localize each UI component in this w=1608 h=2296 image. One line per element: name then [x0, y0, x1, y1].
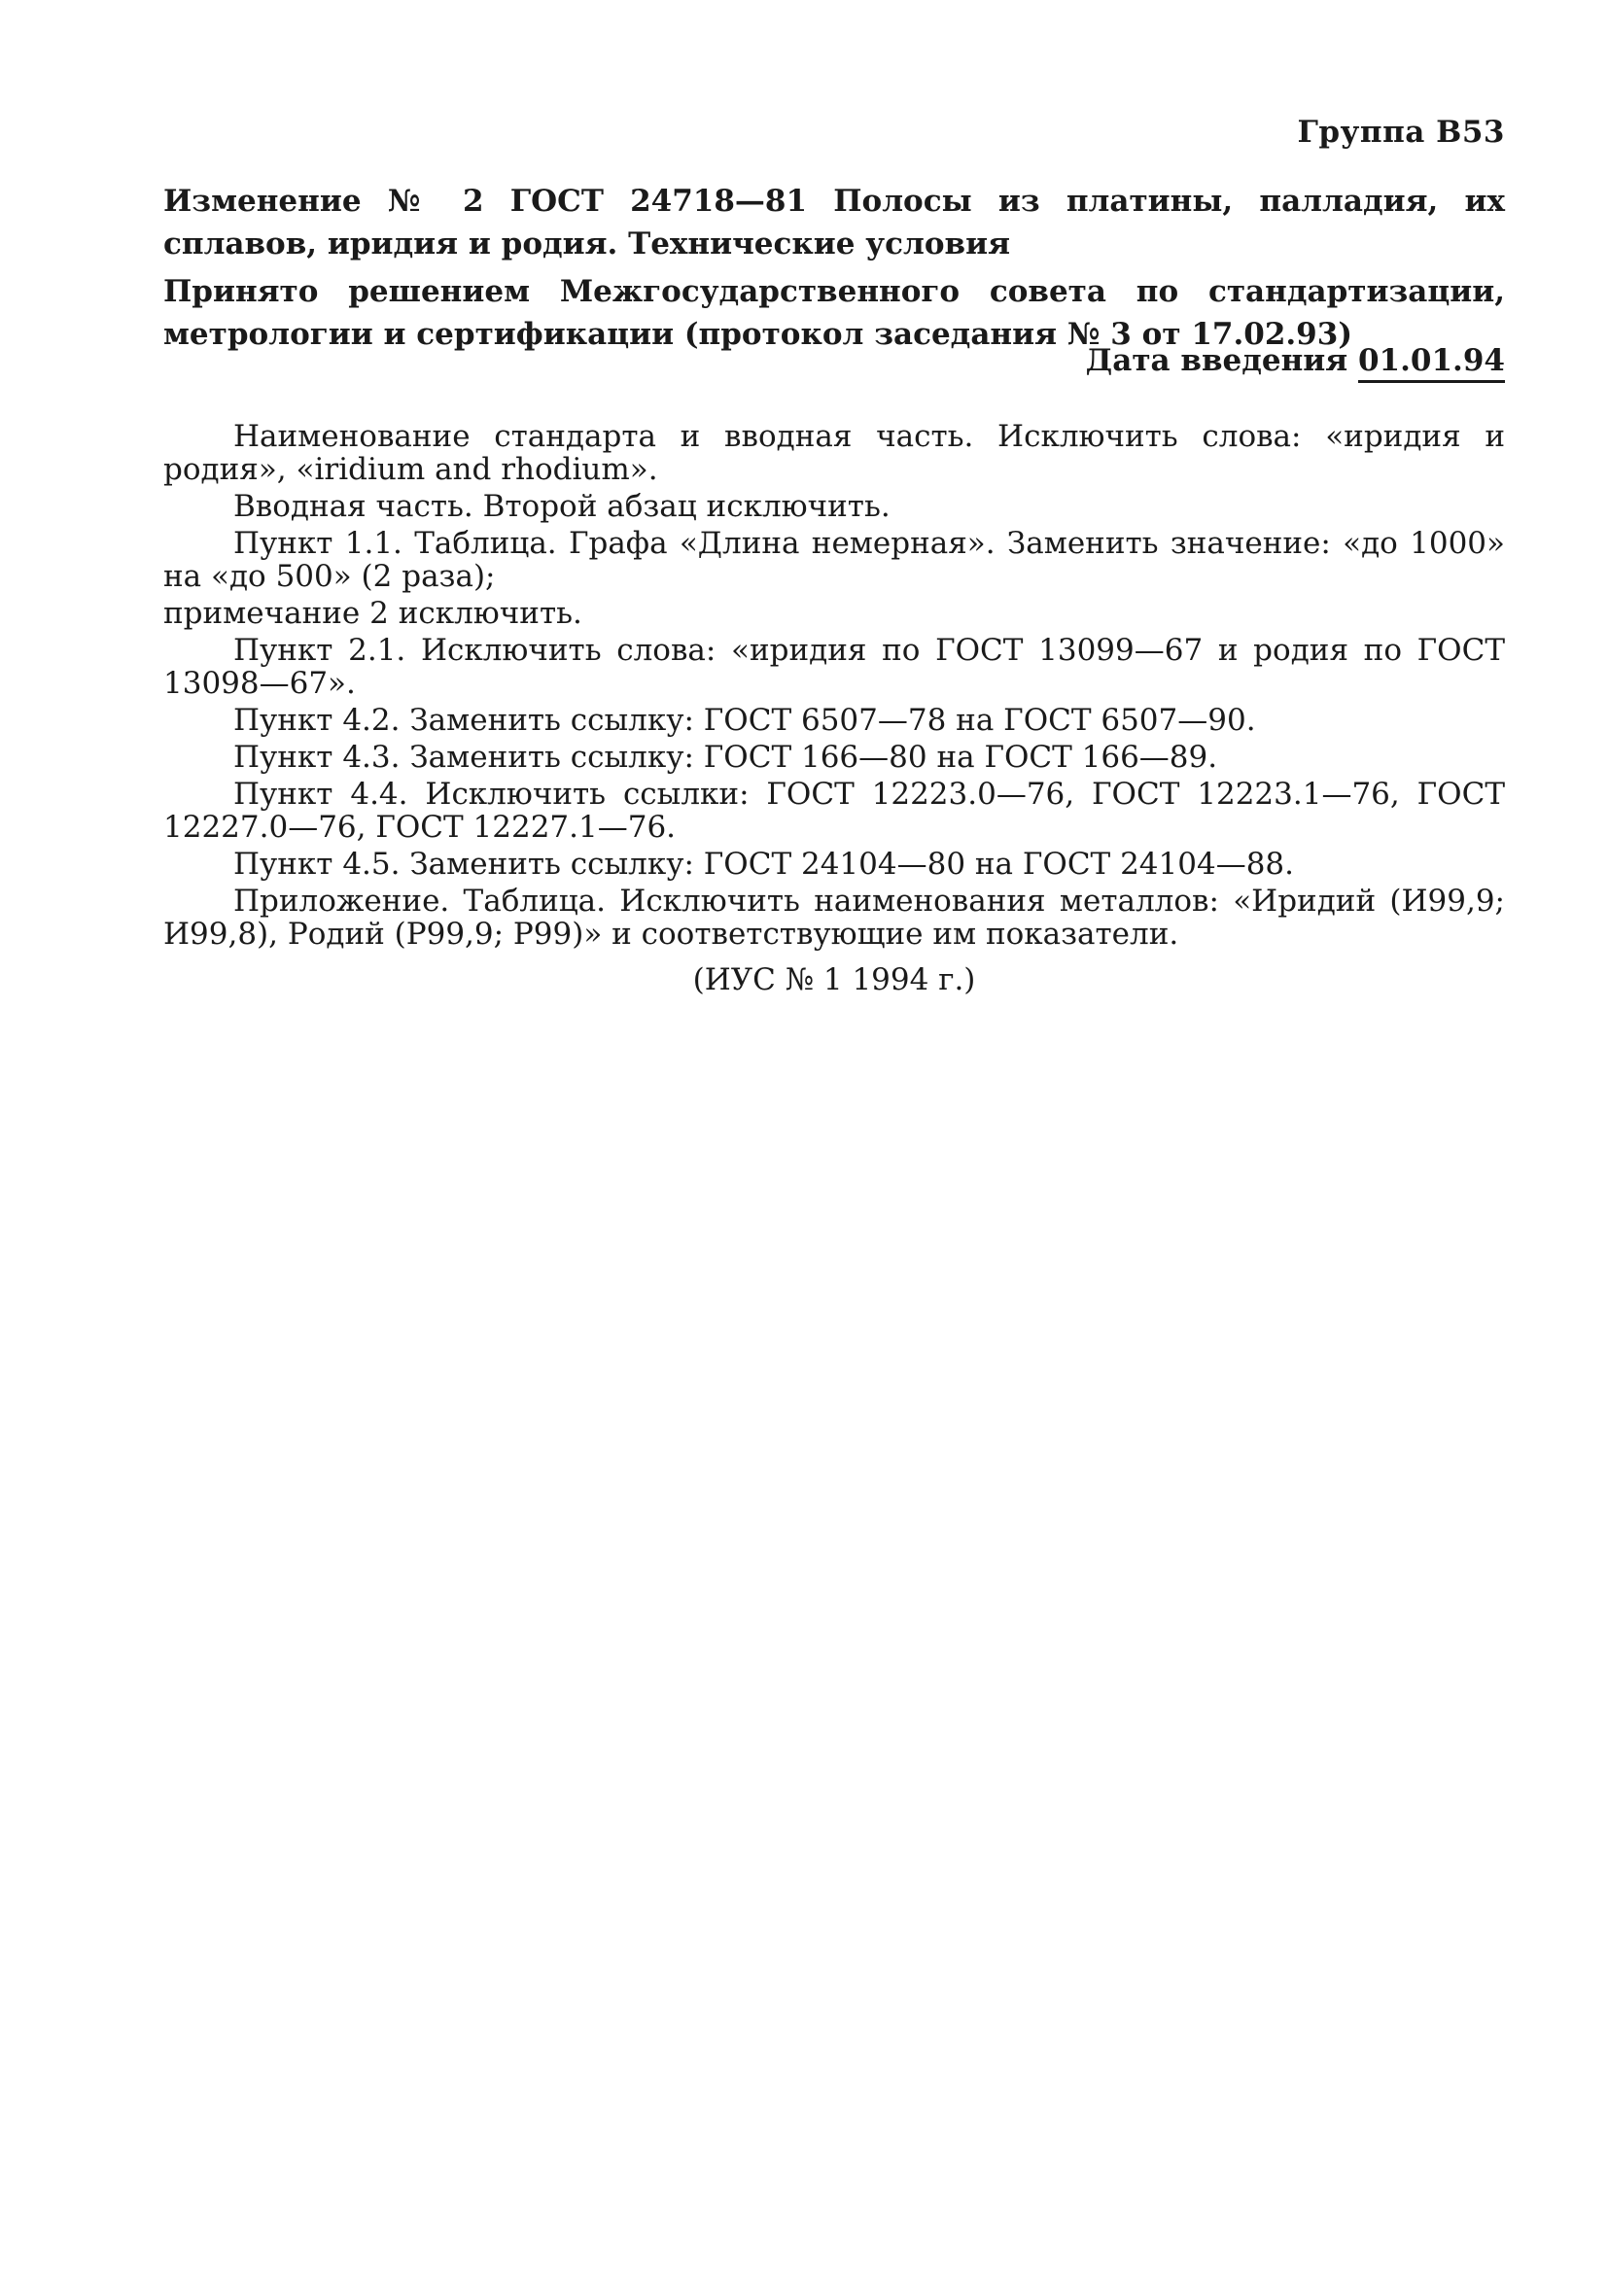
introduction-date-value: 01.01.94: [1358, 343, 1505, 383]
amendment-paragraph: Приложение. Таблица. Исключить наименования металлов: «Иридий (И99,9; И99,8), Родий (Р99,9; Р99)» и соответствующие им показатели.: [163, 884, 1505, 952]
amendment-paragraph: Пункт 2.1. Исключить слова: «иридия по ГОСТ 13099—67 и родия по ГОСТ 13098—67».: [163, 633, 1505, 701]
amendment-paragraph: Пункт 4.5. Заменить ссылку: ГОСТ 24104—80 на ГОСТ 24104—88.: [233, 847, 1294, 882]
group-code: Группа В53: [1297, 115, 1505, 150]
amendment-paragraph: примечание 2 исключить.: [163, 596, 582, 631]
introduction-date: [1086, 343, 1505, 378]
amendment-paragraph: Вводная часть. Второй абзац исключить.: [233, 489, 891, 524]
amendment-paragraph: Наименование стандарта и вводная часть. Исключить слова: «иридия и родия», «iridium and rhodium».: [163, 419, 1505, 487]
amendment-title: Изменение № 2 ГОСТ 24718—81 Полосы из платины, палладия, их сплавов, иридия и родия. Технические условия: [163, 184, 1505, 261]
adoption-statement: Принято решением Межгосударственного совета по стандартизации, метрологии и сертификации (протокол заседания № 3 от 17.02.93): [163, 274, 1505, 352]
publication-source: (ИУС № 1 1994 г.): [692, 962, 976, 997]
amendment-paragraph: Пункт 1.1. Таблица. Графа «Длина немерная». Заменить значение: «до 1000» на «до 500» (2 раза);: [163, 526, 1505, 594]
amendment-paragraph: Пункт 4.2. Заменить ссылку: ГОСТ 6507—78 на ГОСТ 6507—90.: [233, 703, 1256, 738]
amendment-paragraph: Пункт 4.4. Исключить ссылки: ГОСТ 12223.0—76, ГОСТ 12223.1—76, ГОСТ 12227.0—76, ГОСТ 12227.1—76.: [163, 777, 1505, 845]
amendment-body: [163, 420, 1505, 955]
amendment-paragraph: Пункт 4.3. Заменить ссылку: ГОСТ 166—80 на ГОСТ 166—89.: [233, 740, 1218, 775]
introduction-date-label: Дата введения: [1085, 343, 1348, 378]
